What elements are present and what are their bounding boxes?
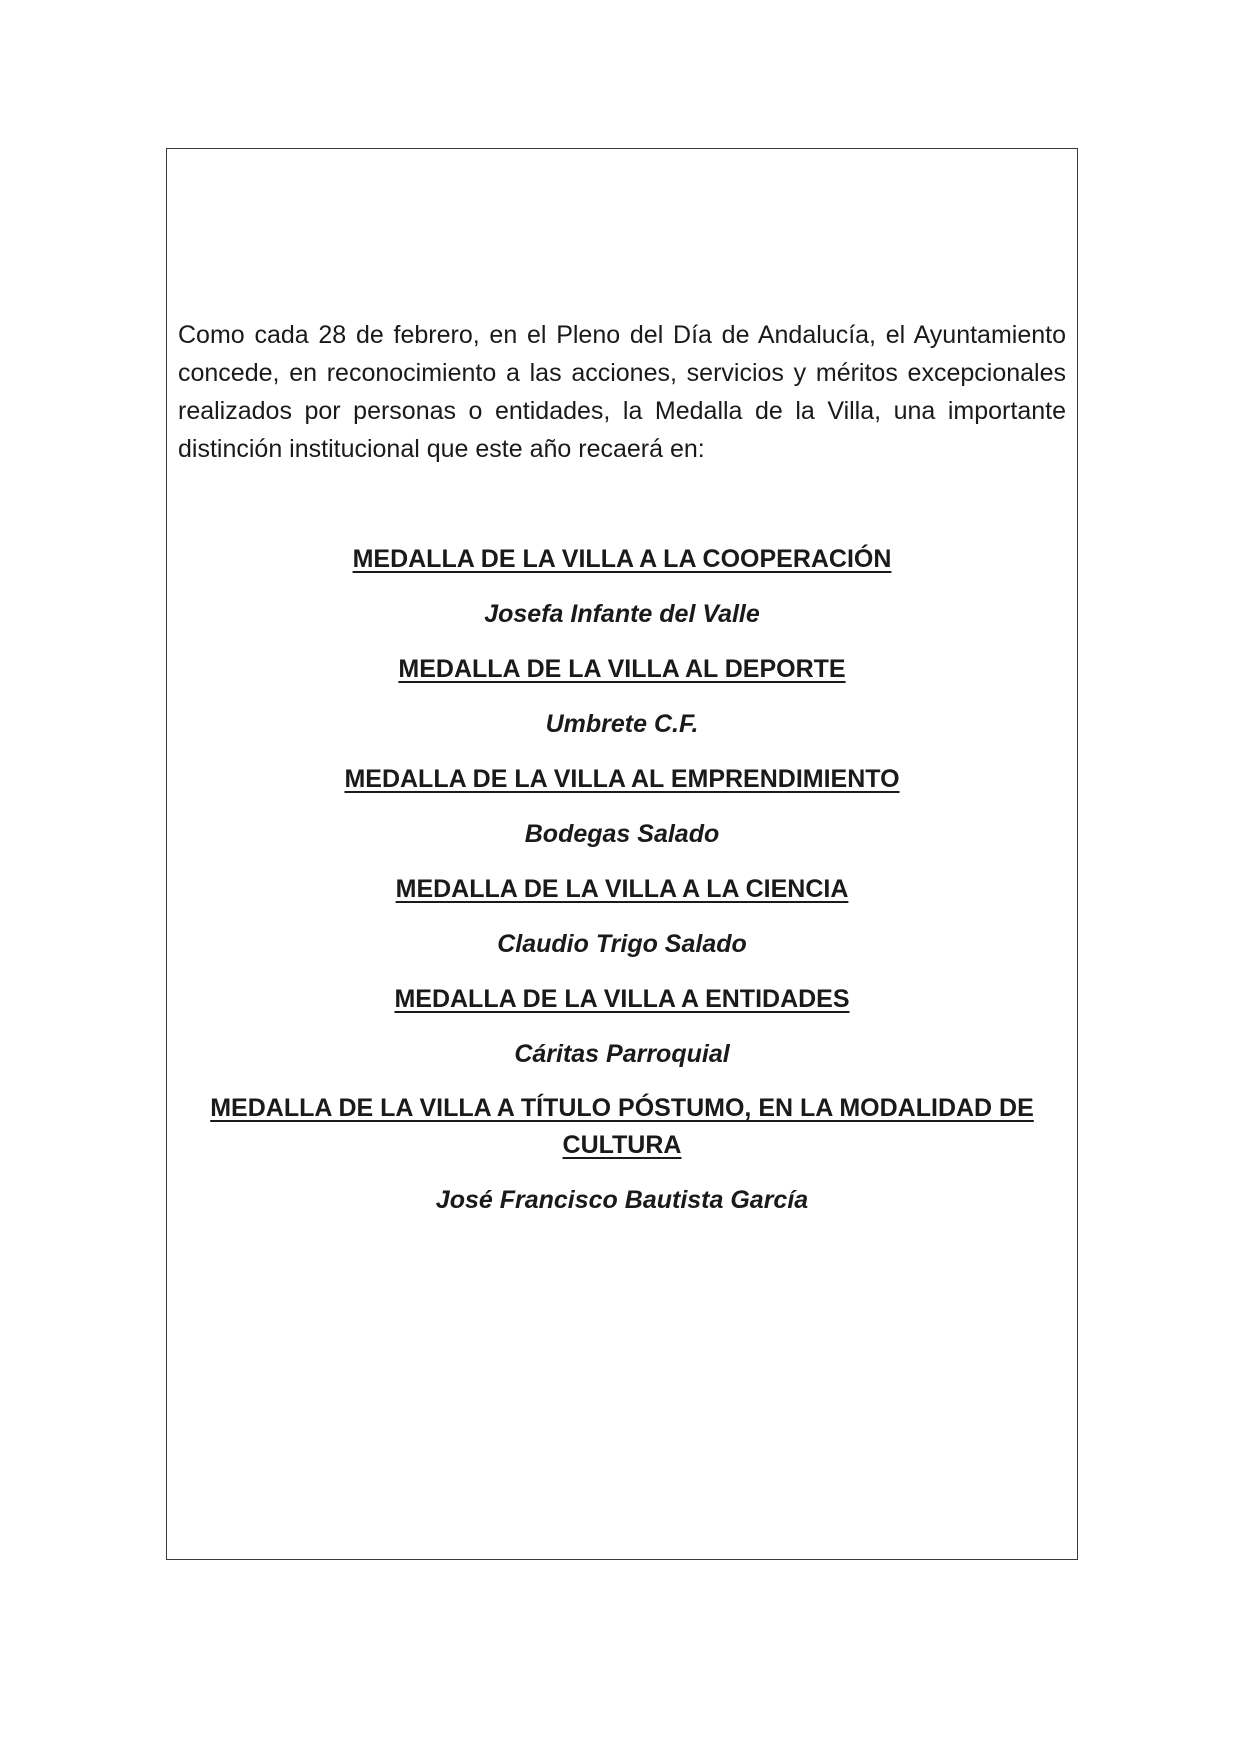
- award-recipient: Claudio Trigo Salado: [497, 930, 747, 958]
- award-recipient: Cáritas Parroquial: [514, 1040, 730, 1068]
- award-title: MEDALLA DE LA VILLA A LA CIENCIA: [395, 875, 849, 903]
- award-title: MEDALLA DE LA VILLA AL EMPRENDIMIENTO: [344, 765, 900, 793]
- award-item-entidades: [178, 980, 1066, 1073]
- award-item-deporte: [178, 650, 1066, 743]
- intro-paragraph: Como cada 28 de febrero, en el Pleno del Día de Andalucía, el Ayuntamiento concede, en reconocimiento a las acciones, servicios y méritos excepcionales realizados por personas o entidades, la Medalla de la Villa, una importante distinción institucional que este año recaerá en:: [178, 321, 1066, 463]
- award-title: MEDALLA DE LA VILLA A TÍTULO PÓSTUMO, EN LA MODALIDAD DE CULTURA: [210, 1094, 1034, 1159]
- award-title: MEDALLA DE LA VILLA AL DEPORTE: [398, 655, 846, 683]
- award-recipient: Bodegas Salado: [524, 820, 720, 848]
- award-title: MEDALLA DE LA VILLA A ENTIDADES: [394, 985, 850, 1013]
- award-recipient: Umbrete C.F.: [545, 710, 699, 738]
- award-item-cultura: [178, 1090, 1066, 1219]
- award-item-cooperacion: [178, 540, 1066, 633]
- award-recipient: José Francisco Bautista García: [435, 1186, 809, 1214]
- award-recipient: Josefa Infante del Valle: [484, 600, 760, 628]
- awards-list: [178, 540, 1066, 1236]
- award-item-ciencia: [178, 870, 1066, 963]
- award-title: MEDALLA DE LA VILLA A LA COOPERACIÓN: [352, 545, 892, 573]
- award-item-emprendimiento: [178, 760, 1066, 853]
